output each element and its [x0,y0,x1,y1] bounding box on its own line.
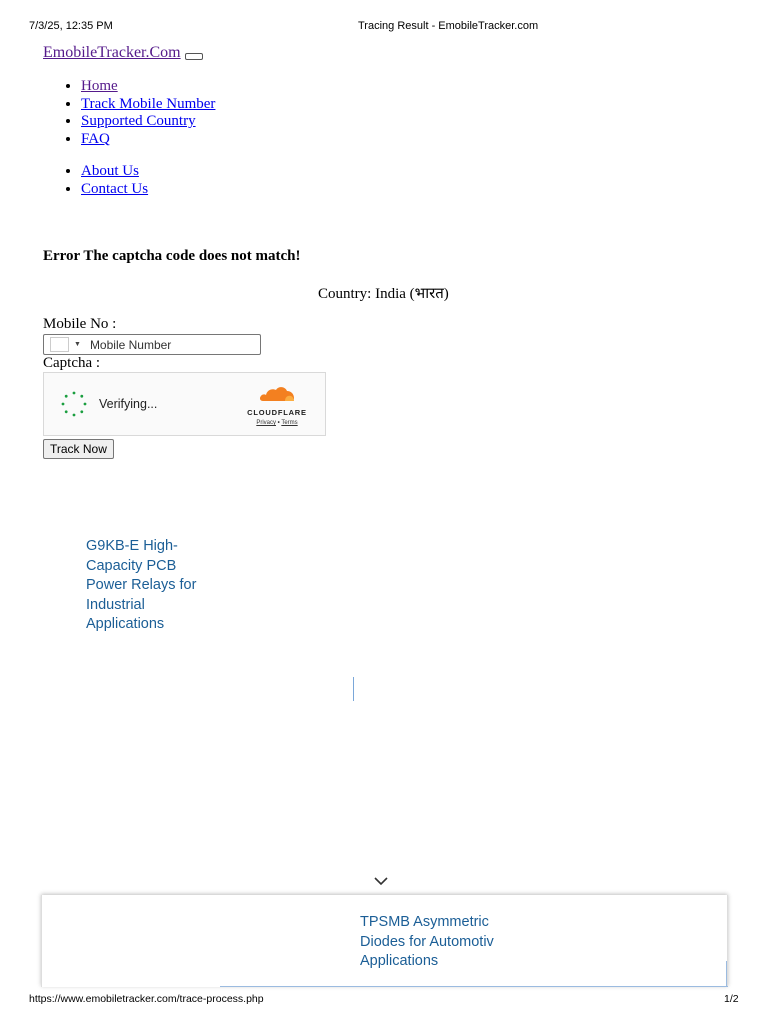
nav-link-faq[interactable]: FAQ [81,130,110,147]
print-url: https://www.emobiletracker.com/trace-process.php [29,993,264,1005]
captcha-widget[interactable] [43,372,326,436]
nav-link-about[interactable]: About Us [81,163,139,179]
captcha-link-separator: • [277,420,280,426]
primary-nav [43,78,215,148]
country-label: Country: India (भारत) [318,286,449,302]
secondary-nav [43,163,148,198]
print-datetime: 7/3/25, 12:35 PM [29,20,113,32]
nav-link-contact[interactable]: Contact Us [81,180,149,197]
sticky-ad-bar [41,895,728,987]
site-brand-link[interactable]: EmobileTracker.Com [43,44,181,61]
ad-edge [726,961,727,987]
nav-item-contact [81,181,148,199]
error-message: Error The captcha code does not match! [43,248,301,264]
ad-line[interactable]: Applications [360,953,439,970]
ad-line[interactable]: TPSMB Asymmetric [360,914,489,930]
nav-item-faq [81,131,215,149]
captcha-privacy-link[interactable]: Privacy [256,420,276,426]
print-page-number: 1/2 [724,993,739,1005]
cloudflare-cloud-icon [259,385,295,402]
site-brand[interactable] [43,44,203,62]
print-page-title: Tracing Result - EmobileTracker.com [358,20,539,32]
nav-link-home[interactable]: Home [81,78,118,94]
chevron-down-icon[interactable] [372,876,390,886]
country-flag-icon[interactable] [50,337,69,352]
captcha-links [241,420,313,426]
chevron-down-icon[interactable]: ▼ [74,341,81,348]
loading-spinner-icon [61,391,87,417]
nav-item-track [81,96,215,114]
menu-toggle-icon[interactable] [185,53,203,60]
mobile-label: Mobile No : [43,316,117,332]
nav-item-about [81,163,148,181]
captcha-brand: CLOUDFLARE [247,408,307,417]
nav-link-track-mobile[interactable]: Track Mobile Number [81,95,216,112]
ad-link-diodes[interactable] [360,913,495,972]
nav-item-supported [81,113,215,131]
captcha-status: Verifying... [99,397,158,411]
ad-underline [220,986,728,987]
track-now-button[interactable]: Track Now [43,439,114,459]
captcha-label: Captcha : [43,355,101,371]
ad-line[interactable]: Diodes for Automotiv [360,933,494,950]
nav-item-home [81,78,215,96]
ad-link-relays[interactable]: G9KB-E High-Capacity PCB Power Relays for Industrial Applications [86,538,197,633]
mobile-input[interactable] [43,334,261,355]
cloudflare-logo [241,385,313,426]
mobile-placeholder[interactable]: Mobile Number [89,337,172,352]
nav-link-supported-country[interactable]: Supported Country [81,113,196,129]
captcha-terms-link[interactable]: Terms [281,420,298,426]
ad-divider [353,677,354,701]
